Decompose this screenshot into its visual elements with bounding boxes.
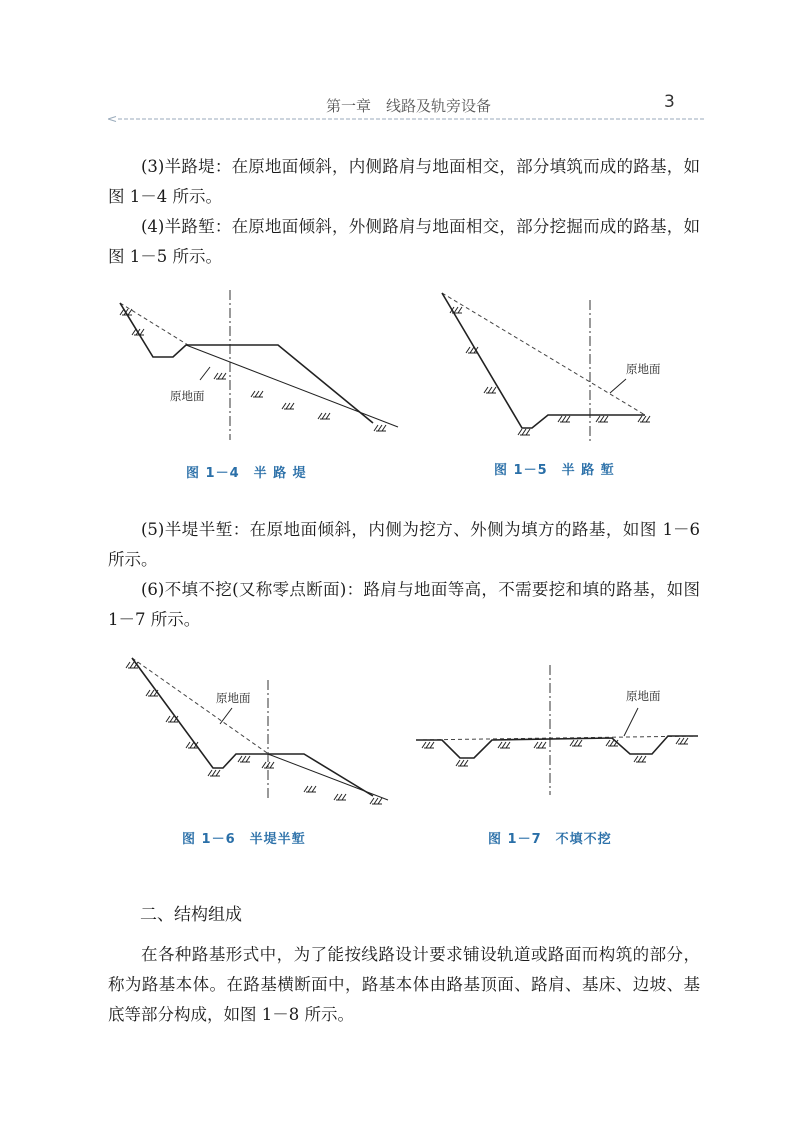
paragraph-structure: 在各种路基形式中，为了能按线路设计要求铺设轨道或路面而构筑的部分，称为路基本体。在路基横断面中，路基本体由路基顶面、路肩、基床、边坡、基底等部分构成，如图 1－8 所示。 <box>108 945 700 1024</box>
label-original-ground: 原地面 <box>216 691 251 705</box>
caption-fig-1-7: 图 1－7 不填不挖 <box>488 832 612 847</box>
paragraph-half-fill-half-cut: (5)半堤半堑：在原地面倾斜，内侧为挖方、外侧为填方的路基，如图 1－6 所示。 <box>108 520 700 569</box>
caption-fig-1-6: 图 1－6 半堤半堑 <box>182 832 306 847</box>
caption-fig-1-4: 图 1－4 半 路 堤 <box>186 466 307 481</box>
figure-half-fill-half-cut <box>118 650 398 810</box>
figure-zero-section <box>412 660 702 800</box>
header-rule <box>108 116 704 122</box>
figure-half-cutting <box>430 285 670 450</box>
page-number: 3 <box>664 92 675 112</box>
label-original-ground: 原地面 <box>626 362 661 376</box>
label-original-ground: 原地面 <box>170 389 205 403</box>
chapter-title: 第一章 线路及轨旁设备 <box>326 97 492 115</box>
figure-half-embankment <box>108 285 408 450</box>
caption-fig-1-5: 图 1－5 半 路 堑 <box>494 463 615 478</box>
label-original-ground: 原地面 <box>626 689 661 703</box>
section-heading: 二、结构组成 <box>140 905 242 925</box>
paragraph-half-embankment: (3)半路堤：在原地面倾斜，内侧路肩与地面相交，部分填筑而成的路基，如图 1－4 所示。 <box>108 157 700 206</box>
paragraph-half-cutting: (4)半路堑：在原地面倾斜，外侧路肩与地面相交，部分挖掘而成的路基，如图 1－5 所示。 <box>108 217 700 266</box>
paragraph-zero-section: (6)不填不挖(又称零点断面)：路肩与地面等高，不需要挖和填的路基，如图 1－7 所示。 <box>108 580 700 629</box>
